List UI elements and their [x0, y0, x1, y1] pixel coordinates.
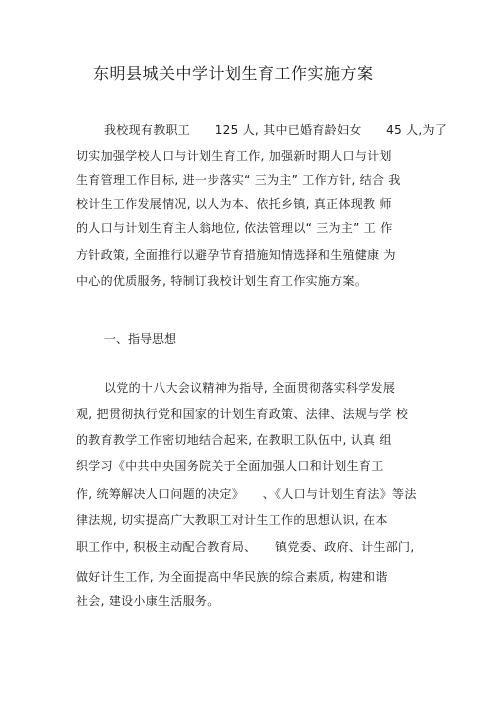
paragraph-2-line-5: 作, 统筹解决人口问题的决定》 、《人口与计划生育法》等法 [76, 487, 417, 501]
section-heading-guiding-ideology: 一、指导思想 [104, 332, 177, 346]
paragraph-2-line-2: 观, 把贯彻执行党和国家的计划生育政策、法律、法规与学 校 [76, 407, 409, 421]
paragraph-3-line-2: 社会, 建设小康生活服务。 [76, 594, 220, 608]
paragraph-2-line-3: 的教育教学工作密切地结合起来, 在教职工队伍中, 认真 组 [76, 433, 392, 447]
paragraph-1-line-6: 方针政策, 全面推行以避孕节育措施知情选择和生殖健康 为 [76, 248, 396, 262]
paragraph-1-line-7: 中心的优质服务, 特制订我校计划生育工作实施方案。 [76, 274, 368, 288]
paragraph-1-line-1: 我校现有教职工 125 人, 其中已婚育龄妇女 45 人,为了 [104, 123, 448, 137]
paragraph-1-line-2: 切实加强学校人口与计划生育工作, 加强新时期人口与计划 [76, 149, 392, 163]
paragraph-2-line-1: 以党的十八大会议精神为指导, 全面贯彻落实科学发展 [104, 381, 396, 395]
paragraph-2-line-6: 律法规, 切实提高广大教职工对计生工作的思想认识, 在本 [76, 513, 388, 527]
paragraph-1-line-4: 校计生工作发展情况, 以人为本、依托乡镇, 真正体现教 师 [76, 197, 392, 211]
paragraph-2-line-7: 职工作中, 积极主动配合教育局、 镇党委、政府、计生部门, [76, 540, 415, 554]
paragraph-1-line-3: 生育管理工作目标, 进一步落实“ 三为主” 工作方针, 结合 我 [76, 173, 401, 187]
paragraph-1-line-5: 的人口与计划生育主人翁地位, 依法管理以“ 三为主” 工 作 [76, 221, 393, 235]
document-title: 东明县城关中学计划生育工作实施方案 [93, 64, 374, 83]
paragraph-3-line-1: 做好计生工作, 为全面提高中华民族的综合素质, 构建和谐 [76, 570, 388, 584]
paragraph-2-line-4: 织学习《中共中央国务院关于全面加强人口和计划生育工 [76, 459, 384, 473]
